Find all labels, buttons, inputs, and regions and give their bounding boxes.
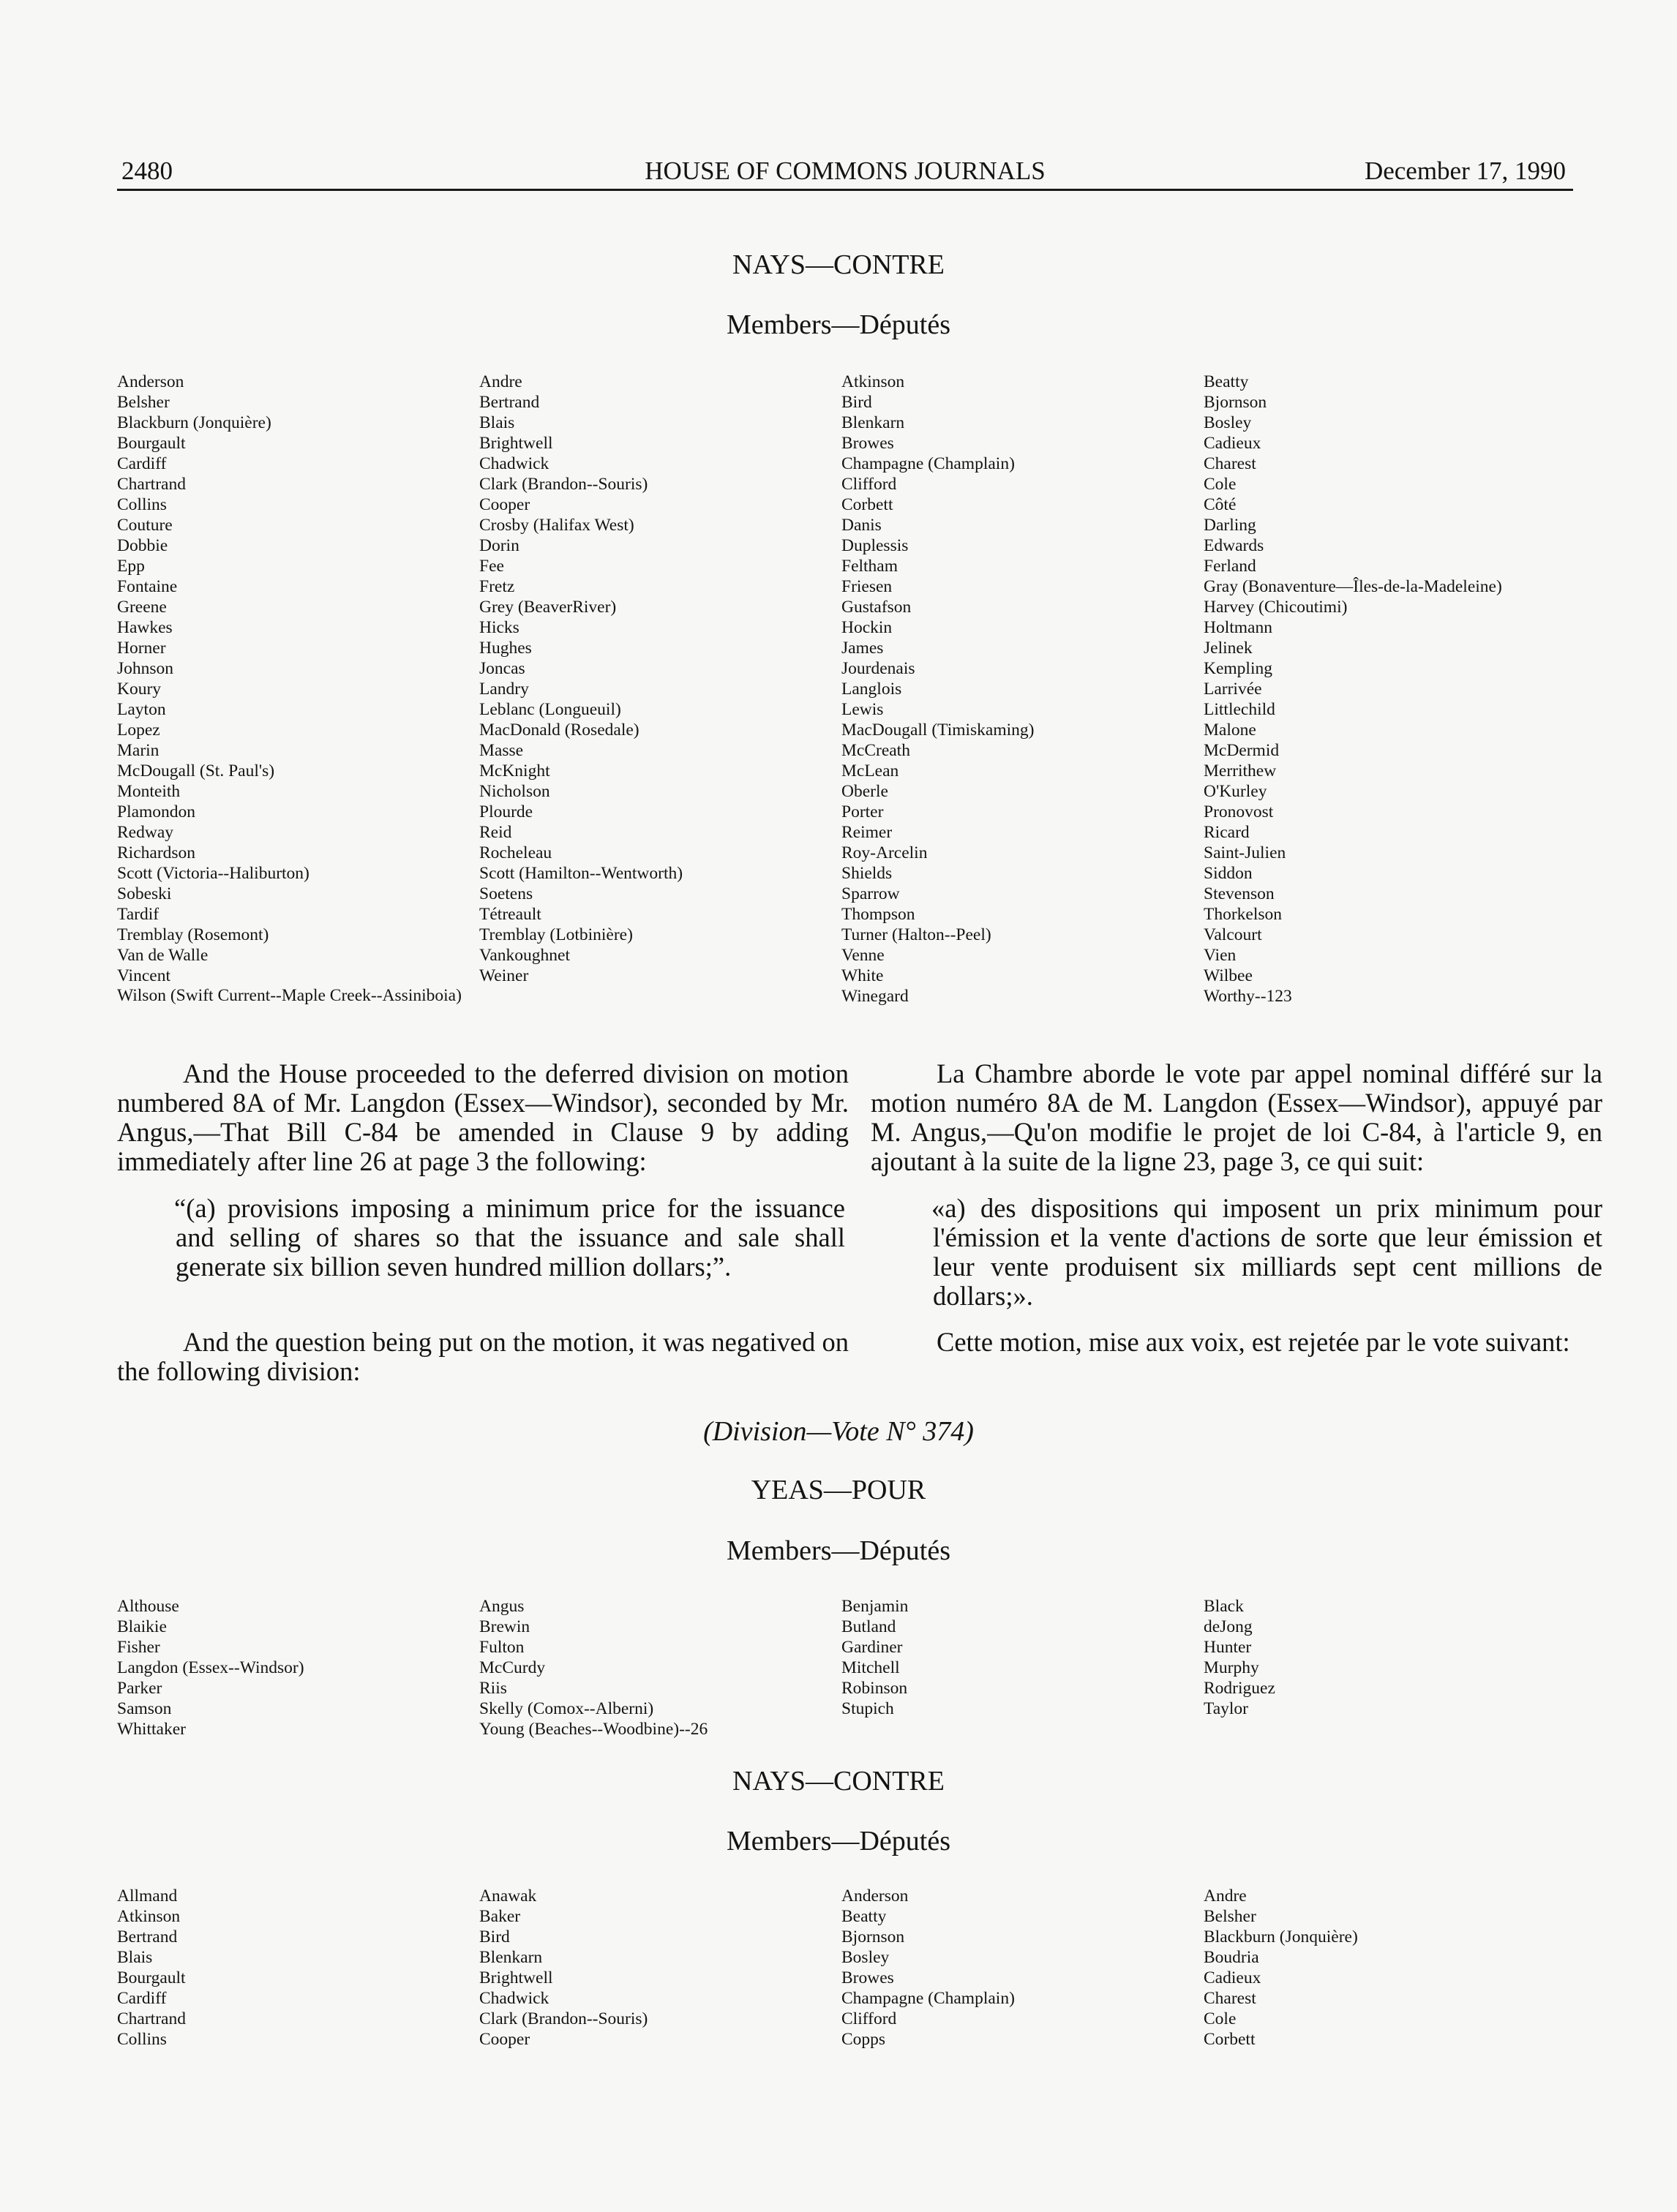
member-name: Champagne (Champlain) <box>841 454 1015 473</box>
member-name: Corbett <box>841 495 893 514</box>
member-name: Littlechild <box>1204 700 1275 719</box>
member-name: Blenkarn <box>479 1948 543 1967</box>
member-column <box>1204 372 1562 1007</box>
member-name: Reimer <box>841 823 893 842</box>
yeas-member-list <box>117 1596 1573 1757</box>
member-name: Cole <box>1204 475 1237 494</box>
member-name: deJong <box>1204 1617 1253 1636</box>
member-name: Blenkarn <box>841 413 905 432</box>
motion-intro-fr: La Chambre aborde le vote par appel nominal différé sur la motion numéro 8A de M. Langdon (Essex—Windsor), appuyé par M. Angus,—Qu'on modifie le projet de loi C-84, à l'article 9, en ajoutant à la suite de la ligne 23, page 3, ce qui suit: <box>871 1058 1602 1176</box>
member-name: Black <box>1204 1597 1244 1616</box>
member-name: Browes <box>841 434 894 453</box>
member-name: Cooper <box>479 495 530 514</box>
member-name: MacDonald (Rosedale) <box>479 721 639 740</box>
member-column <box>117 1596 476 1739</box>
member-name: Scott (Hamilton--Wentworth) <box>479 864 683 883</box>
member-name: Winegard <box>841 987 909 1006</box>
member-column <box>479 372 838 986</box>
member-name: McDougall (St. Paul's) <box>117 761 275 780</box>
member-name: Clark (Brandon--Souris) <box>479 2009 648 2028</box>
member-name: Tardif <box>117 905 160 924</box>
member-name: Belsher <box>1204 1907 1256 1926</box>
member-name: Duplessis <box>841 536 909 555</box>
member-name: Jourdenais <box>841 659 915 678</box>
member-name: Siddon <box>1204 864 1253 883</box>
page-header <box>117 155 1573 191</box>
member-name: Stevenson <box>1204 884 1275 903</box>
motion-intro-en: And the House proceeded to the deferred division on motion numbered 8A of Mr. Langdon (Essex—Windsor), seconded by Mr. Angus,—That Bill C-84 be amended in Clause 9 by adding immediately after line 26 at page 3 the following: <box>117 1058 849 1176</box>
member-name: Charest <box>1204 454 1256 473</box>
member-name: Andre <box>479 372 522 391</box>
member-name: Atkinson <box>117 1907 181 1926</box>
member-name: Bjornson <box>1204 393 1267 412</box>
member-name: Langlois <box>841 680 902 699</box>
members-subheading: Members—Députés <box>726 1826 951 1856</box>
member-name: Allmand <box>117 1886 178 1906</box>
member-name: Mitchell <box>841 1658 900 1677</box>
member-name: Riis <box>479 1679 507 1698</box>
member-name: Cardiff <box>117 1989 167 2008</box>
member-name: Cadieux <box>1204 434 1261 453</box>
member-name: Plourde <box>479 802 533 821</box>
nays-member-list <box>117 372 1573 1045</box>
member-name: Turner (Halton--Peel) <box>841 925 991 944</box>
member-name: Leblanc (Longueuil) <box>479 700 621 719</box>
member-name: Fee <box>479 557 504 576</box>
member-column <box>117 1886 476 2050</box>
member-name: Gardiner <box>841 1638 903 1657</box>
member-name: Clifford <box>841 2009 897 2028</box>
member-name: Hughes <box>479 639 532 658</box>
member-column <box>1204 1886 1562 2050</box>
member-name: Bosley <box>841 1948 890 1967</box>
member-name: Worthy--123 <box>1204 987 1292 1006</box>
member-name: Bertrand <box>479 393 540 412</box>
division-label: (Division—Vote N° 374) <box>703 1416 974 1447</box>
member-name: Corbett <box>1204 2030 1256 2049</box>
member-name: Bird <box>841 393 872 412</box>
member-name: Samson <box>117 1699 172 1718</box>
member-name: Brightwell <box>479 434 553 453</box>
member-name: Chartrand <box>117 2009 186 2028</box>
member-name: Wilbee <box>1204 966 1253 985</box>
member-name: Gray (Bonaventure—Îles-de-la-Madeleine) <box>1204 577 1502 596</box>
member-name: Layton <box>117 700 166 719</box>
motion-quote-fr: «a) des dispositions qui imposent un prix minimum pour l'émission et la vente d'actions de sorte que leur émission et leur vente produisent six milliards sept cent millions de dollars;». <box>931 1193 1602 1311</box>
member-name: Bosley <box>1204 413 1252 432</box>
member-name: Oberle <box>841 782 888 801</box>
member-name: Hicks <box>479 618 519 637</box>
member-name: Landry <box>479 680 529 699</box>
member-name: Thompson <box>841 905 915 924</box>
member-column <box>479 1886 838 2050</box>
member-name: Clifford <box>841 475 897 494</box>
member-name: Young (Beaches--Woodbine)--26 <box>479 1720 708 1739</box>
member-name: Angus <box>479 1597 525 1616</box>
member-name: Hockin <box>841 618 893 637</box>
member-name: Ferland <box>1204 557 1256 576</box>
member-column <box>841 1596 1200 1719</box>
member-name: Cardiff <box>117 454 167 473</box>
member-name: Anderson <box>841 1886 909 1906</box>
member-name: Charest <box>1204 1989 1256 2008</box>
member-name: Greene <box>117 598 167 617</box>
member-name: Couture <box>117 516 173 535</box>
member-name: Lewis <box>841 700 884 719</box>
member-name: Clark (Brandon--Souris) <box>479 475 648 494</box>
member-name: Brewin <box>479 1617 530 1636</box>
member-name: Copps <box>841 2030 886 2049</box>
member-name: McDermid <box>1204 741 1280 760</box>
member-name: Porter <box>841 802 884 821</box>
member-name: Masse <box>479 741 524 760</box>
member-name: Koury <box>117 680 162 699</box>
member-name: Feltham <box>841 557 898 576</box>
member-name: Fontaine <box>117 577 178 596</box>
member-name: Anderson <box>117 372 184 391</box>
member-name: Bjornson <box>841 1927 905 1946</box>
member-name: Larrivée <box>1204 680 1262 699</box>
member-name: Cadieux <box>1204 1968 1261 1987</box>
member-name: Andre <box>1204 1886 1247 1906</box>
member-name: Brightwell <box>479 1968 553 1987</box>
member-name: Vincent <box>117 966 170 985</box>
member-name: Holtmann <box>1204 618 1272 637</box>
member-name: Baker <box>479 1907 521 1926</box>
member-name: Wilson (Swift Current--Maple Creek--Assiniboia) <box>117 986 462 1005</box>
member-name: Blackburn (Jonquière) <box>1204 1927 1358 1946</box>
member-name: Tremblay (Rosemont) <box>117 925 269 944</box>
member-name: McLean <box>841 761 899 780</box>
member-name: Bourgault <box>117 434 186 453</box>
member-name: Saint-Julien <box>1204 843 1286 862</box>
member-name: Fulton <box>479 1638 525 1657</box>
member-name: Champagne (Champlain) <box>841 1989 1015 2008</box>
member-name: Reid <box>479 823 512 842</box>
member-name: Kempling <box>1204 659 1272 678</box>
member-name: Horner <box>117 639 166 658</box>
member-name: Chartrand <box>117 475 186 494</box>
member-name: Ricard <box>1204 823 1250 842</box>
nays-heading: NAYS—CONTRE <box>732 1766 945 1797</box>
member-name: Collins <box>117 495 167 514</box>
member-name: Rodriguez <box>1204 1679 1275 1698</box>
member-name: Benjamin <box>841 1597 909 1616</box>
member-name: McKnight <box>479 761 550 780</box>
member-name: Fisher <box>117 1638 160 1657</box>
member-name: Belsher <box>117 393 170 412</box>
member-name: Marin <box>117 741 160 760</box>
member-name: Blaikie <box>117 1617 167 1636</box>
member-name: Scott (Victoria--Haliburton) <box>117 864 309 883</box>
member-name: Beatty <box>841 1907 887 1926</box>
member-name: Harvey (Chicoutimi) <box>1204 598 1348 617</box>
member-name: Whittaker <box>117 1720 186 1739</box>
member-name: Blackburn (Jonquière) <box>117 413 271 432</box>
member-name: Nicholson <box>479 782 550 801</box>
member-name: Dobbie <box>117 536 168 555</box>
member-name: Beatty <box>1204 372 1249 391</box>
member-name: Robinson <box>841 1679 908 1698</box>
member-name: Lopez <box>117 721 160 740</box>
member-name: Rocheleau <box>479 843 552 862</box>
journal-date: December 17, 1990 <box>1364 157 1566 185</box>
member-name: Butland <box>841 1617 896 1636</box>
member-name: Johnson <box>117 659 174 678</box>
member-name: James <box>841 639 884 658</box>
member-column <box>1204 1596 1562 1719</box>
member-name: McCreath <box>841 741 910 760</box>
member-name: Bird <box>479 1927 510 1946</box>
member-column <box>841 1886 1200 2050</box>
member-name: Vien <box>1204 946 1237 965</box>
member-column <box>841 372 1200 1007</box>
member-name: Stupich <box>841 1699 894 1718</box>
member-name: Vankoughnet <box>479 946 571 965</box>
member-name: Cooper <box>479 2030 530 2049</box>
member-name: Roy-Arcelin <box>841 843 928 862</box>
member-name: Danis <box>841 516 882 535</box>
motion-result-fr: Cette motion, mise aux voix, est rejetée par le vote suivant: <box>937 1327 1570 1357</box>
member-name: Venne <box>841 946 885 965</box>
member-name: Plamondon <box>117 802 196 821</box>
member-name: Atkinson <box>841 372 905 391</box>
journal-title: HOUSE OF COMMONS JOURNALS <box>645 157 1046 185</box>
member-name: Malone <box>1204 721 1256 740</box>
member-name: Sparrow <box>841 884 900 903</box>
page-number: 2480 <box>121 157 173 185</box>
member-name: McCurdy <box>479 1658 546 1677</box>
member-name: Dorin <box>479 536 519 555</box>
yeas-heading: YEAS—POUR <box>751 1475 926 1505</box>
member-name: O'Kurley <box>1204 782 1267 801</box>
member-name: Chadwick <box>479 1989 549 2008</box>
member-name: Crosby (Halifax West) <box>479 516 634 535</box>
member-name: Murphy <box>1204 1658 1259 1677</box>
member-name: Thorkelson <box>1204 905 1283 924</box>
member-name: Monteith <box>117 782 181 801</box>
member-name: Blais <box>117 1948 153 1967</box>
member-name: Anawak <box>479 1886 537 1906</box>
member-name: Collins <box>117 2030 167 2049</box>
member-name: Jelinek <box>1204 639 1253 658</box>
member-name: Boudria <box>1204 1948 1259 1967</box>
member-name: Tétreault <box>479 905 541 924</box>
member-name: Parker <box>117 1679 162 1698</box>
member-name: Valcourt <box>1204 925 1262 944</box>
member-name: Epp <box>117 557 145 576</box>
member-column <box>479 1596 838 1739</box>
member-name: Blais <box>479 413 515 432</box>
member-name: Bourgault <box>117 1968 186 1987</box>
member-name: Fretz <box>479 577 515 596</box>
nays-member-list <box>117 1886 1573 2061</box>
member-name: Soetens <box>479 884 533 903</box>
member-name: Tremblay (Lotbinière) <box>479 925 633 944</box>
members-subheading: Members—Députés <box>726 309 951 340</box>
member-name: MacDougall (Timiskaming) <box>841 721 1035 740</box>
member-name: Pronovost <box>1204 802 1274 821</box>
member-name: Hawkes <box>117 618 173 637</box>
member-name: Hunter <box>1204 1638 1252 1657</box>
member-name: Langdon (Essex--Windsor) <box>117 1658 304 1677</box>
motion-quote-en: “(a) provisions imposing a minimum price for the issuance and selling of shares so that the issuance and sale shall generate six billion seven hundred million dollars;”. <box>174 1193 845 1282</box>
member-name: Sobeski <box>117 884 172 903</box>
motion-result-en: And the question being put on the motion, it was negatived on the following division: <box>117 1327 849 1386</box>
member-name: Van de Walle <box>117 946 209 965</box>
member-name: Darling <box>1204 516 1256 535</box>
member-name: Côté <box>1204 495 1237 514</box>
member-name: Redway <box>117 823 174 842</box>
member-name: Friesen <box>841 577 893 596</box>
member-name: Richardson <box>117 843 196 862</box>
member-name: Skelly (Comox--Alberni) <box>479 1699 654 1718</box>
member-column <box>117 372 476 986</box>
member-name: Edwards <box>1204 536 1264 555</box>
member-name: Grey (BeaverRiver) <box>479 598 617 617</box>
member-name: Joncas <box>479 659 525 678</box>
member-name: White <box>841 966 884 985</box>
member-name: Browes <box>841 1968 894 1987</box>
nays-heading: NAYS—CONTRE <box>732 249 945 280</box>
member-name: Gustafson <box>841 598 912 617</box>
member-name: Merrithew <box>1204 761 1277 780</box>
member-name: Chadwick <box>479 454 549 473</box>
member-name: Bertrand <box>117 1927 178 1946</box>
member-name: Taylor <box>1204 1699 1248 1718</box>
member-name: Althouse <box>117 1597 179 1616</box>
member-name: Cole <box>1204 2009 1237 2028</box>
member-name: Shields <box>841 864 893 883</box>
member-name: Weiner <box>479 966 529 985</box>
members-subheading: Members—Députés <box>726 1535 951 1566</box>
